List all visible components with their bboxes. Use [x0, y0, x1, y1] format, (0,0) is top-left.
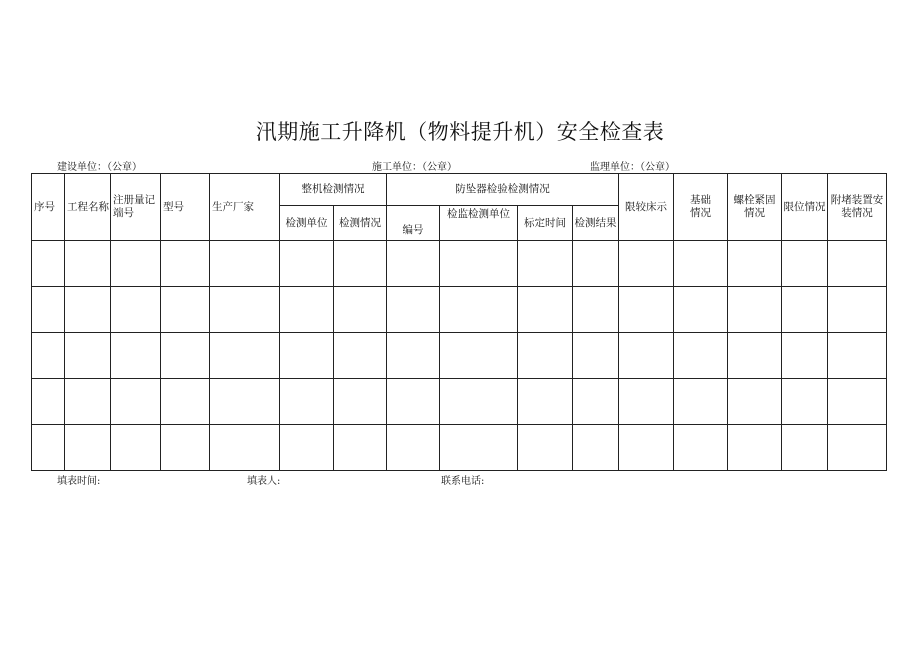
table-cell[interactable]	[32, 425, 65, 471]
col-bolt-fastening: 螺栓紧固 情况	[728, 174, 782, 241]
table-cell[interactable]	[440, 333, 518, 379]
col-foundation: 基础 情况	[674, 174, 728, 241]
table-cell[interactable]	[674, 333, 728, 379]
table-row	[32, 425, 887, 471]
table-cell[interactable]	[518, 287, 573, 333]
document-title: 汛期施工升降机（物料提升机）安全检查表	[255, 120, 665, 144]
table-cell[interactable]	[573, 379, 619, 425]
table-cell[interactable]	[619, 379, 674, 425]
table-cell[interactable]	[387, 287, 440, 333]
table-cell[interactable]	[65, 379, 111, 425]
table-cell[interactable]	[674, 241, 728, 287]
col-fp-number: 编号	[387, 206, 440, 241]
table-cell[interactable]	[782, 287, 828, 333]
table-cell[interactable]	[161, 287, 210, 333]
supervision-unit-field: 监理单位：（公章）	[590, 162, 675, 173]
table-cell[interactable]	[111, 425, 161, 471]
col-registration-no: 注册量记端号	[111, 174, 161, 241]
table-cell[interactable]	[280, 241, 334, 287]
table-cell[interactable]	[828, 241, 887, 287]
table-cell[interactable]	[573, 241, 619, 287]
col-group-fall-protection: 防坠器检验检测情况	[387, 174, 619, 206]
table-cell[interactable]	[111, 333, 161, 379]
table-cell[interactable]	[440, 425, 518, 471]
construction-unit-field: 建设单位：（公章）	[57, 162, 142, 173]
table-cell[interactable]	[440, 287, 518, 333]
table-row	[32, 379, 887, 425]
table-cell[interactable]	[334, 425, 387, 471]
table-cell[interactable]	[674, 425, 728, 471]
table-cell[interactable]	[387, 333, 440, 379]
table-cell[interactable]	[387, 379, 440, 425]
table-cell[interactable]	[65, 425, 111, 471]
table-cell[interactable]	[518, 333, 573, 379]
table-cell[interactable]	[782, 425, 828, 471]
table-cell[interactable]	[619, 241, 674, 287]
table-cell[interactable]	[334, 333, 387, 379]
col-fp-inspection-unit: 检监检测单位	[440, 206, 518, 241]
col-attachment-installation: 附堵装置安装情况	[828, 174, 887, 241]
table-cell[interactable]	[573, 333, 619, 379]
table-cell[interactable]	[619, 425, 674, 471]
table-cell[interactable]	[280, 425, 334, 471]
table-cell[interactable]	[440, 379, 518, 425]
table-cell[interactable]	[573, 287, 619, 333]
table-body	[32, 241, 887, 471]
table-cell[interactable]	[828, 287, 887, 333]
table-cell[interactable]	[728, 425, 782, 471]
col-serial: 序号	[32, 174, 65, 241]
table-cell[interactable]	[65, 333, 111, 379]
table-cell[interactable]	[161, 379, 210, 425]
table-cell[interactable]	[32, 379, 65, 425]
table-cell[interactable]	[518, 241, 573, 287]
contact-phone-label: 联系电话:	[441, 476, 485, 487]
table-cell[interactable]	[619, 333, 674, 379]
table-cell[interactable]	[782, 333, 828, 379]
table-cell[interactable]	[32, 241, 65, 287]
table-cell[interactable]	[828, 379, 887, 425]
table-cell[interactable]	[334, 241, 387, 287]
col-fp-result: 检测结果	[573, 206, 619, 241]
table-cell[interactable]	[440, 241, 518, 287]
table-cell[interactable]	[674, 287, 728, 333]
inspection-table	[31, 173, 887, 471]
table-cell[interactable]	[65, 287, 111, 333]
col-project-name: 工程名称	[65, 174, 111, 241]
col-wm-inspection-unit: 检测单位	[280, 206, 334, 241]
table-cell[interactable]	[161, 241, 210, 287]
table-row	[32, 287, 887, 333]
fill-time-label: 填表时间:	[57, 476, 101, 487]
col-model: 型号	[161, 174, 210, 241]
table-cell[interactable]	[280, 333, 334, 379]
table-cell[interactable]	[387, 425, 440, 471]
table-cell[interactable]	[619, 287, 674, 333]
col-manufacturer: 生产厂家	[210, 174, 280, 241]
table-cell[interactable]	[387, 241, 440, 287]
col-group-whole-machine: 整机检测情况	[280, 174, 387, 206]
table-cell[interactable]	[280, 287, 334, 333]
table-cell[interactable]	[782, 241, 828, 287]
table-cell[interactable]	[828, 333, 887, 379]
table-cell[interactable]	[161, 425, 210, 471]
col-wm-inspection-status: 检测情况	[334, 206, 387, 241]
table-cell[interactable]	[782, 379, 828, 425]
table-cell[interactable]	[334, 287, 387, 333]
table-cell[interactable]	[280, 379, 334, 425]
table-cell[interactable]	[210, 241, 280, 287]
table-cell[interactable]	[111, 379, 161, 425]
table-cell[interactable]	[210, 333, 280, 379]
table-cell[interactable]	[728, 379, 782, 425]
table-cell[interactable]	[210, 425, 280, 471]
table-cell[interactable]	[518, 425, 573, 471]
table-cell[interactable]	[65, 241, 111, 287]
table-cell[interactable]	[210, 379, 280, 425]
col-limit-status: 限位情况	[782, 174, 828, 241]
table-cell[interactable]	[111, 241, 161, 287]
table-cell[interactable]	[111, 287, 161, 333]
col-fp-calibration-time: 标定时间	[518, 206, 573, 241]
builder-unit-field: 施工单位：（公章）	[372, 162, 457, 173]
table-cell[interactable]	[518, 379, 573, 425]
table-cell[interactable]	[674, 379, 728, 425]
table-cell[interactable]	[334, 379, 387, 425]
table-cell[interactable]	[828, 425, 887, 471]
col-limit-indicator: 限较床示	[619, 174, 674, 241]
table-cell[interactable]	[161, 333, 210, 379]
filled-by-label: 填表人:	[247, 476, 281, 487]
table-cell[interactable]	[728, 287, 782, 333]
table-row	[32, 333, 887, 379]
table-cell[interactable]	[728, 333, 782, 379]
table-row	[32, 241, 887, 287]
table-cell[interactable]	[728, 241, 782, 287]
table-cell[interactable]	[32, 287, 65, 333]
table-header-row	[32, 174, 887, 206]
table-cell[interactable]	[573, 425, 619, 471]
table-cell[interactable]	[210, 287, 280, 333]
table-cell[interactable]	[32, 333, 65, 379]
